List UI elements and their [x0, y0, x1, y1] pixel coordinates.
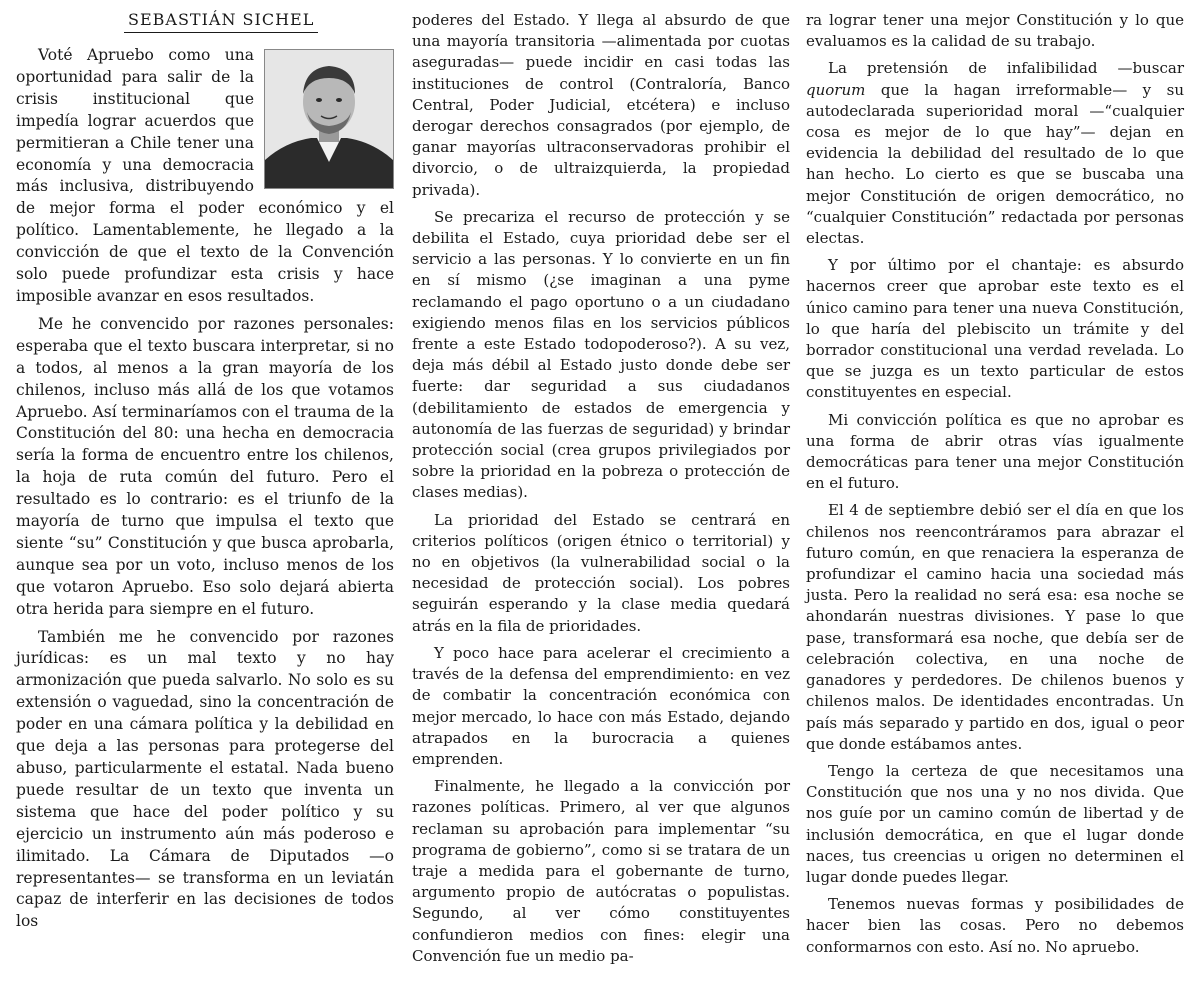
article-paragraph: Finalmente, he llegado a la convicción por razones políticas. Primero, al ver que algunos reclaman su aprobación para implementar “su programa de gobierno”, como si se tratara de un traje a medida para el gobernante de turno, argumento propio de autócratas o populistas. Segundo, al ver cómo constituyentes confundieron medios con fines: elegir una Convención fue un medio pa-	[412, 777, 790, 965]
article-paragraph: Y por último por el chantaje: es absurdo hacernos creer que aprobar este texto es el único camino para tener una nueva Constitución, lo que haría del plebiscito un trámite y del borrador constitucional una verdad revelada. Lo que se juzga es un texto particular de estos constituyentes en especial.	[806, 256, 1184, 402]
article-paragraph: Se precariza el recurso de protección y se debilita el Estado, cuya prioridad debe ser el servicio a las personas. Y lo convierte en un fin en sí mismo (¿se imaginan a una pyme reclamando el pago oportuno o a un ciudadano exigiendo menos filas en los servicios públicos frente a este Estado todopoderoso?). A su vez, deja más débil al Estado justo donde debe ser fuerte: dar seguridad a sus ciudadanos (debilitamiento de estados de emergencia y autonomía de las fuerzas de seguridad) y brindar protección social (crea grupos privilegiados por sobre la prioridad en la pobreza o protección de clases medias).	[412, 207, 790, 502]
italic-term: quorum	[806, 80, 866, 99]
author-byline: SEBASTIÁN SICHEL	[124, 10, 318, 33]
article-column-3	[806, 10, 1184, 964]
article-paragraph: Y poco hace para acelerar el crecimiento a través de la defensa del emprendimiento: en vez de combatir la concentración económica con mejor mercado, lo hace con más Estado, dejando atrapados en la burocracia a quienes emprenden.	[412, 643, 790, 768]
article-paragraph: Me he convencido por razones personales: esperaba que el texto buscara interpretar, si no a todos, al menos a la gran mayoría de los chilenos, incluso más allá de los que votamos Apruebo. Así terminaríamos con el trauma de la Constitución del 80: una hecha en democracia sería la forma de encuentro entre los chilenos, la hoja de ruta común del futuro. Pero el resultado es lo contrario: es el triunfo de la mayoría de turno que impulsa el texto que siente “su” Constitución y que busca aprobarla, aunque sea por un voto, incluso menos de los que votaron Apruebo. Eso solo dejará abierta otra herida para siempre en el futuro.	[16, 314, 394, 618]
article-paragraph: También me he convencido por razones jurídicas: es un mal texto y no hay armonización que pueda salvarlo. No solo es su extensión o vaguedad, sino la concentración de poder en una cámara política y la debilidad en que deja a las personas para protegerse del abuso, particularmente el estatal. Nada bueno puede resultar de un texto que inventa un sistema que hace del poder político y su ejercicio un instrumento aún más poderoso e ilimitado. La Cámara de Diputados —o representantes— se transforma en un leviatán capaz de interferir en las decisiones de todos los	[16, 627, 394, 931]
article-paragraph: El 4 de septiembre debió ser el día en que los chilenos nos reencontráramos para abrazar el futuro común, en que renaciera la esperanza de profundizar el camino hacia una sociedad más justa. Pero la realidad no será esa: esa noche se ahondarán nuestras divisiones. Y pase lo que pase, transformará esa noche, que debía ser de celebración colectiva, en una noche de ganadores y perdedores. De chilenos buenos y chilenos malos. De identidades encontradas. Un país más separado y partido en dos, igual o peor que donde estábamos antes.	[806, 501, 1184, 753]
author-portrait-photo	[264, 49, 394, 189]
article-paragraph: Tengo la certeza de que necesitamos una Constitución que nos una y no nos divida. Que nos guíe por un camino común de libertad y de inclusión democrática, en que el lugar donde naces, tus creencias u origen no determinen el lugar donde puedes llegar.	[806, 761, 1184, 886]
article-paragraph: poderes del Estado. Y llega al absurdo de que una mayoría transitoria —alimentada por cuotas aseguradas— puede incidir en casi todas las instituciones de control (Contraloría, Banco Central, Poder Judicial, etcétera) e incluso derogar derechos consagrados (por ejemplo, de ganar mayorías ultraconservadoras prohibir el divorcio, o de ultraizquierda, la propiedad privada).	[412, 11, 790, 199]
article-column-1	[16, 10, 394, 939]
article-paragraph: La prioridad del Estado se centrará en criterios políticos (origen étnico o territorial) y no en objetivos (la vulnerabilidad social o la necesidad de protección social). Los pobres seguirán esperando y la clase media quedará atrás en la fila de prioridades.	[412, 510, 790, 635]
article-paragraph: Mi convicción política es que no aprobar es una forma de abrir otras vías igualmente democráticas para tener una mejor Constitución en el futuro.	[806, 410, 1184, 493]
article-paragraph: Tenemos nuevas formas y posibilidades de hacer bien las cosas. Pero no debemos conformarnos con esto. Así no. No apruebo.	[806, 895, 1184, 956]
article-paragraph: Voté Apruebo como una oportunidad para salir de la crisis institucional que impedía lograr acuerdos que permitieran a Chile tener una economía y una democracia más inclusiva, distribuyendo de mejor forma el poder económico y el político. Lamentablemente, he llegado a la convicción de que el texto de la Convención solo puede profundizar esta crisis y hace imposible avanzar en esos resultados.	[16, 46, 394, 305]
article-paragraph: ra lograr tener una mejor Constitución y lo que evaluamos es la calidad de su trabajo.	[806, 11, 1184, 51]
article-column-2	[412, 10, 790, 973]
article-paragraph: La pretensión de infalibilidad —buscar quorum que la hagan irreformable— y su autodeclarada superioridad moral —“cualquier cosa es mejor de lo que hay”— dejan en evidencia la debilidad del resultado de lo que han hecho. Lo cierto es que se buscaba una mejor Constitución de origen democrático, no “cualquier Constitución” redactada por personas electas.	[806, 59, 1184, 248]
